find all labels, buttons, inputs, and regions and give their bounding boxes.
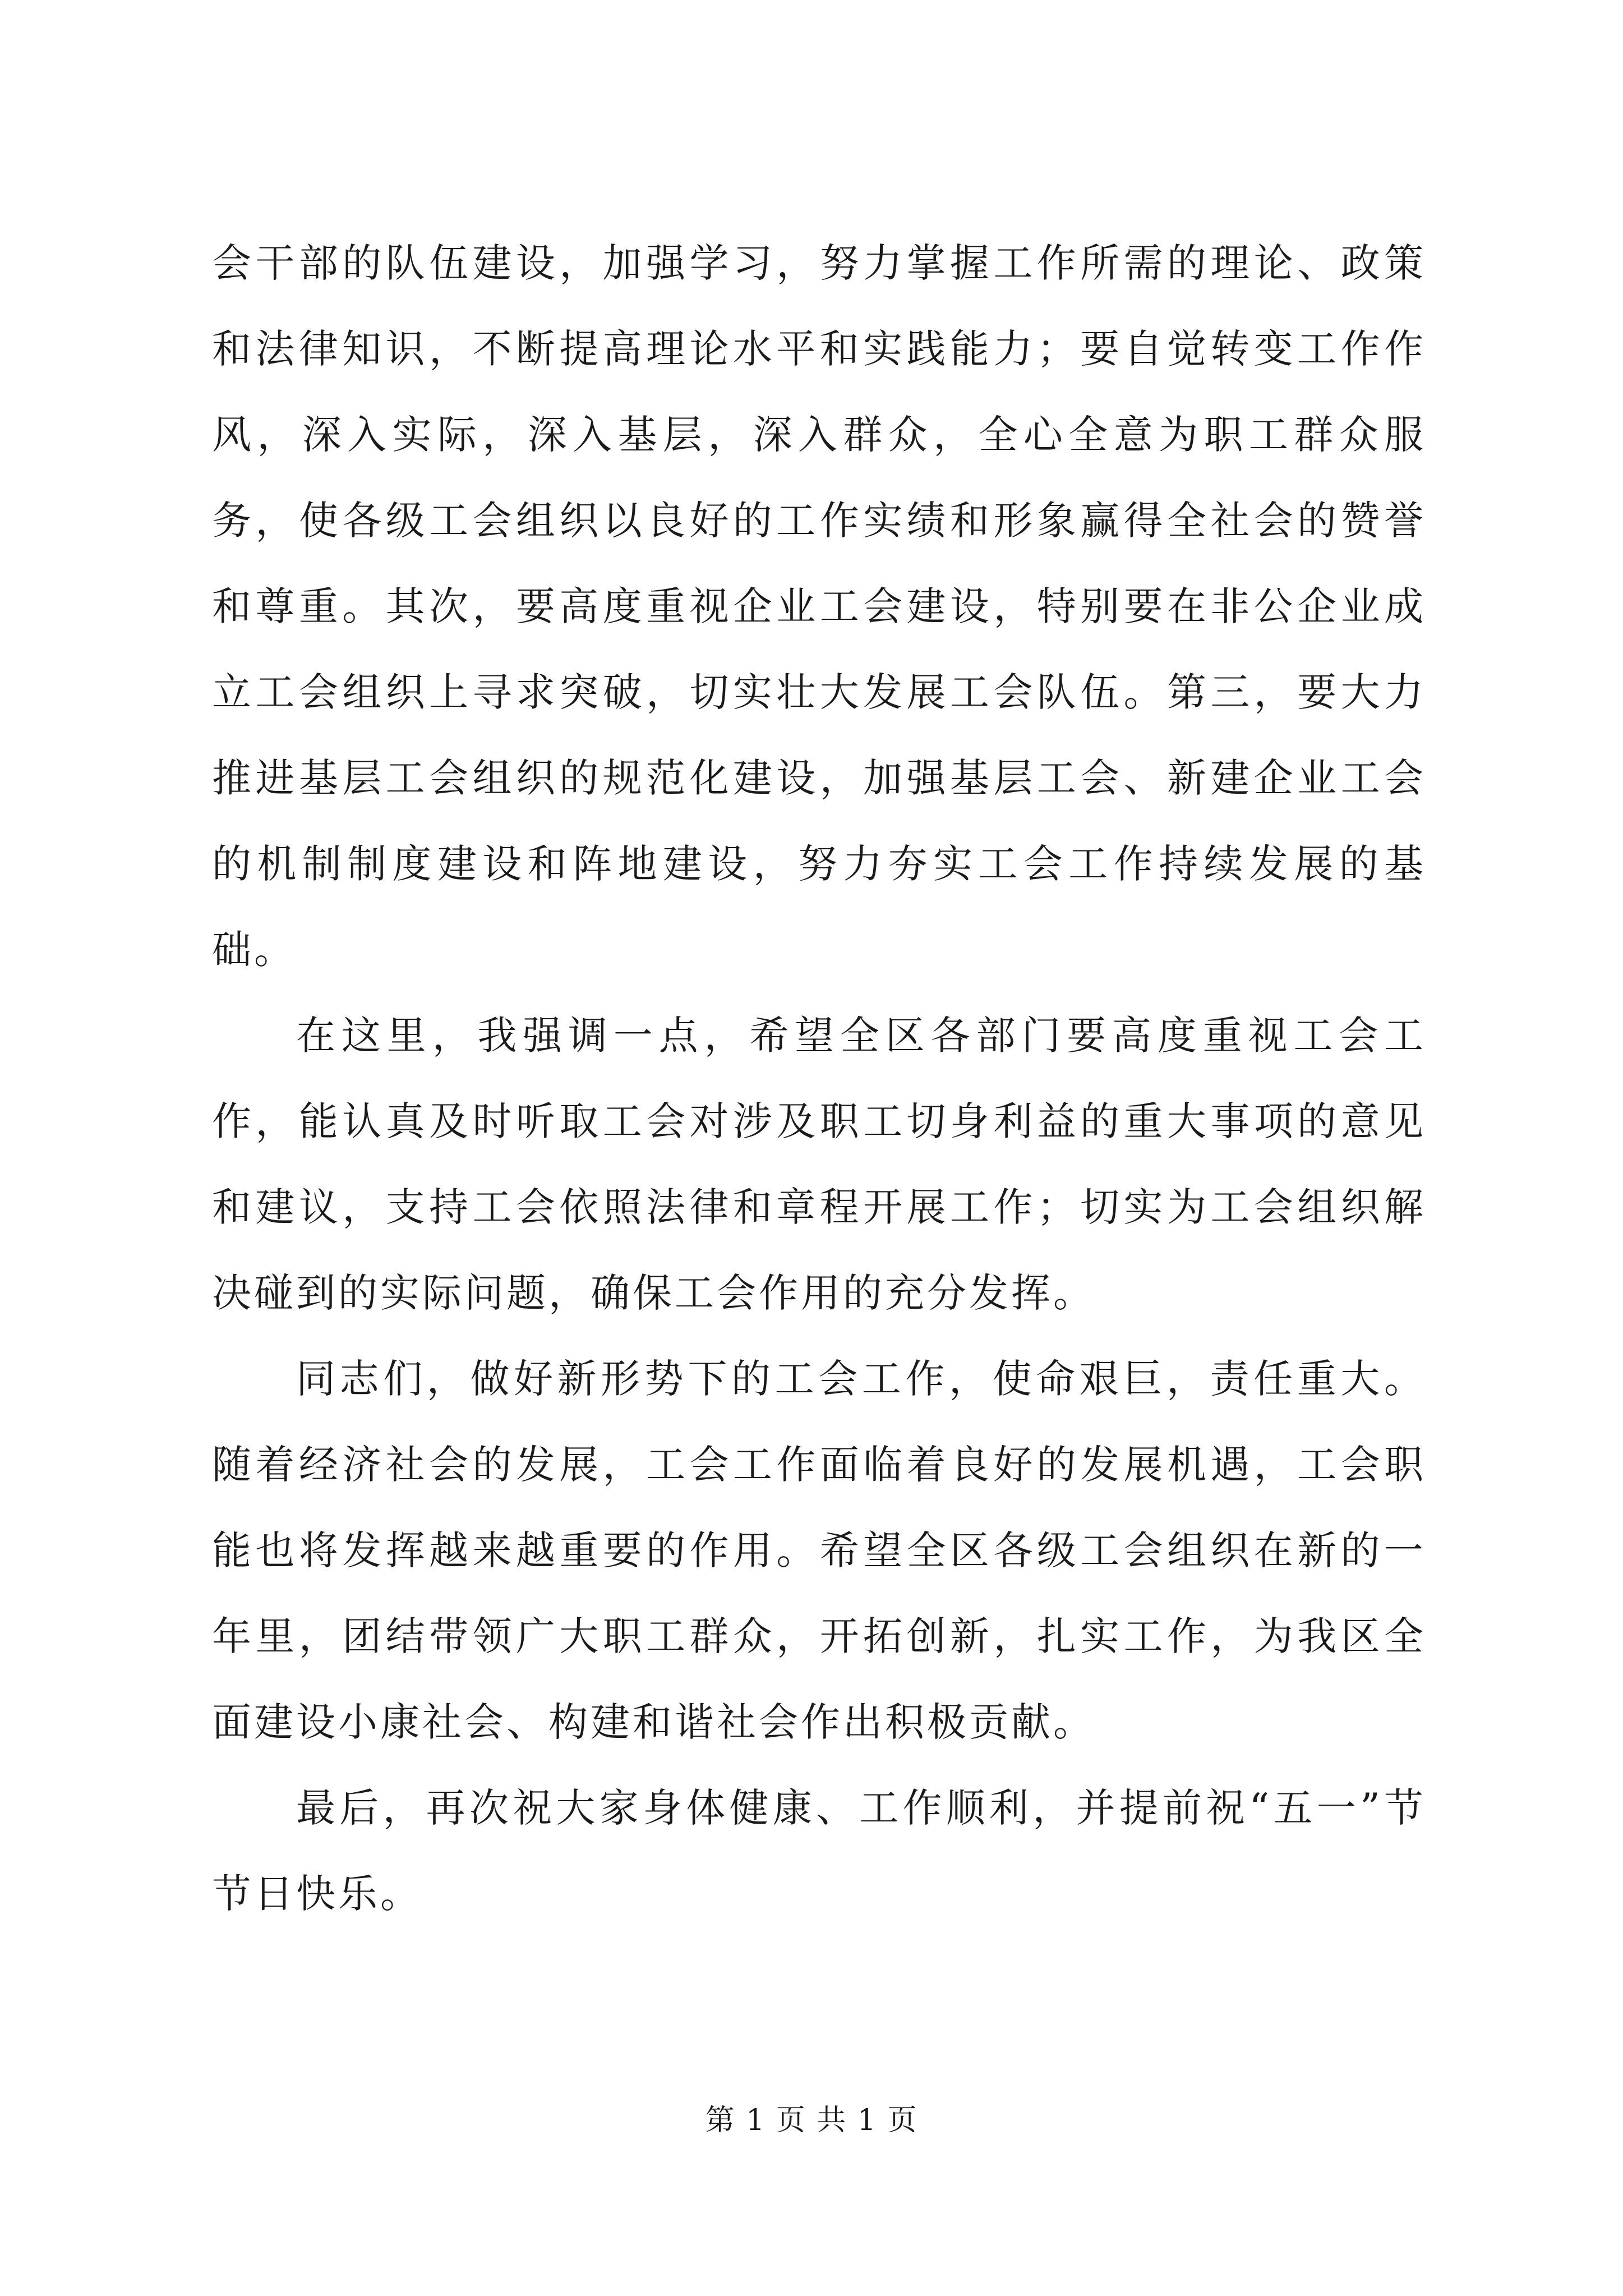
paragraph-emphasis: 在这里，我强调一点，希望全区各部门要高度重视工会工作，能认真及时听取工会对涉及职工切身利益的重大事项的意见和建议，支持工会依照法律和章程开展工作；切实为工会组织解决碰到的实际问题，确保工会作用的充分发挥。 bbox=[212, 1013, 1426, 1316]
paragraph-closing: 最后，再次祝大家身体健康、工作顺利，并提前祝“五一”节节日快乐。 bbox=[212, 1785, 1426, 1917]
paragraph-continuation: 会干部的队伍建设，加强学习，努力掌握工作所需的理论、政策和法律知识，不断提高理论水平和实践能力；要自觉转变工作作风，深入实际，深入基层，深入群众，全心全意为职工群众服务，使各级工会组织以良好的工作实绩和形象赢得全社会的赞誉和尊重。其次，要高度重视企业工会建设，特别要在非公企业成立工会组织上寻求突破，切实壮大发展工会队伍。第三，要大力推进基层工会组织的规范化建设，加强基层工会、新建企业工会的机制制度建设和阵地建设，努力夯实工会工作持续发展的基础。 bbox=[212, 240, 1426, 973]
paragraph-comrades: 同志们，做好新形势下的工会工作，使命艰巨，责任重大。随着经济社会的发展，工会工作面临着良好的发展机遇，工会职能也将发挥越来越重要的作用。希望全区各级工会组织在新的一年里，团结带领广大职工群众，开拓创新，扎实工作，为我区全面建设小康社会、构建和谐社会作出积极贡献。 bbox=[212, 1356, 1426, 1745]
page-footer: 第 1 页 共 1 页 bbox=[705, 2104, 918, 2137]
document-body bbox=[212, 220, 1426, 1937]
